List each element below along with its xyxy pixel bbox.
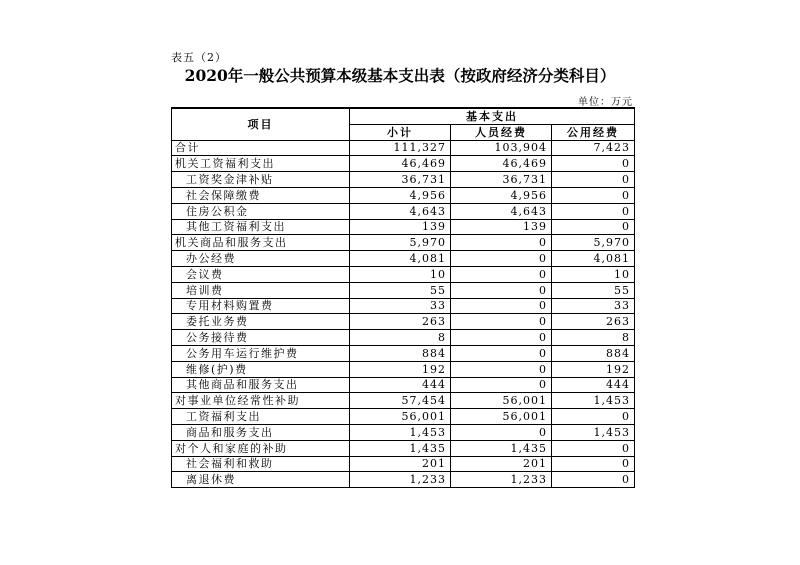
- row-personnel: 0: [451, 266, 552, 282]
- row-subtotal: 55: [350, 282, 451, 298]
- row-public: 0: [552, 156, 635, 172]
- row-subtotal: 4,643: [350, 203, 451, 219]
- row-personnel: 0: [451, 330, 552, 346]
- table-row: [172, 377, 635, 393]
- row-name: 其他商品和服务支出: [172, 377, 350, 393]
- row-subtotal: 36,731: [350, 172, 451, 188]
- table-row: [172, 203, 635, 219]
- row-public: 0: [552, 472, 635, 488]
- row-name: 合计: [172, 140, 350, 156]
- row-name: 社会保障缴费: [172, 187, 350, 203]
- row-personnel: 103,904: [451, 140, 552, 156]
- row-personnel: 0: [451, 361, 552, 377]
- row-personnel: 0: [451, 282, 552, 298]
- row-personnel: 0: [451, 298, 552, 314]
- row-public: 0: [552, 219, 635, 235]
- row-public: 0: [552, 409, 635, 425]
- table-row: [172, 187, 635, 203]
- row-subtotal: 10: [350, 266, 451, 282]
- row-name: 维修(护)费: [172, 361, 350, 377]
- expenditure-table: [171, 107, 635, 488]
- row-subtotal: 1,435: [350, 440, 451, 456]
- table-row: [172, 361, 635, 377]
- row-subtotal: 444: [350, 377, 451, 393]
- row-subtotal: 192: [350, 361, 451, 377]
- row-public: 7,423: [552, 140, 635, 156]
- row-public: 4,081: [552, 251, 635, 267]
- row-personnel: 139: [451, 219, 552, 235]
- header-item: 项目: [172, 108, 350, 140]
- row-public: 0: [552, 187, 635, 203]
- table-row: [172, 172, 635, 188]
- row-name: 工资奖金津补贴: [172, 172, 350, 188]
- row-public: 0: [552, 440, 635, 456]
- table-row: [172, 472, 635, 488]
- row-public: 263: [552, 314, 635, 330]
- row-name: 住房公积金: [172, 203, 350, 219]
- table-row: [172, 266, 635, 282]
- row-public: 444: [552, 377, 635, 393]
- row-personnel: 1,435: [451, 440, 552, 456]
- page-title: 2020年一般公共预算本级基本支出表（按政府经济分类科目）: [184, 66, 616, 85]
- row-name: 商品和服务支出: [172, 424, 350, 440]
- row-public: 884: [552, 345, 635, 361]
- row-public: 8: [552, 330, 635, 346]
- row-name: 机关工资福利支出: [172, 156, 350, 172]
- table-row: [172, 298, 635, 314]
- table-row: [172, 345, 635, 361]
- row-public: 0: [552, 456, 635, 472]
- table-row: [172, 393, 635, 409]
- row-subtotal: 8: [350, 330, 451, 346]
- header-public: 公用经费: [552, 124, 635, 140]
- table-row: [172, 456, 635, 472]
- row-personnel: 0: [451, 424, 552, 440]
- row-subtotal: 33: [350, 298, 451, 314]
- row-subtotal: 1,453: [350, 424, 451, 440]
- row-subtotal: 201: [350, 456, 451, 472]
- row-name: 培训费: [172, 282, 350, 298]
- row-subtotal: 4,081: [350, 251, 451, 267]
- row-subtotal: 263: [350, 314, 451, 330]
- row-name: 公务用车运行维护费: [172, 345, 350, 361]
- row-name: 办公经费: [172, 251, 350, 267]
- row-subtotal: 4,956: [350, 187, 451, 203]
- row-public: 10: [552, 266, 635, 282]
- row-personnel: 0: [451, 251, 552, 267]
- row-personnel: 4,643: [451, 203, 552, 219]
- row-subtotal: 1,233: [350, 472, 451, 488]
- row-personnel: 201: [451, 456, 552, 472]
- unit-note: 单位：万元: [578, 97, 633, 108]
- row-personnel: 46,469: [451, 156, 552, 172]
- table-row: [172, 409, 635, 425]
- row-public: 5,970: [552, 235, 635, 251]
- table-row: [172, 140, 635, 156]
- row-name: 专用材料购置费: [172, 298, 350, 314]
- row-public: 1,453: [552, 424, 635, 440]
- table-row: [172, 156, 635, 172]
- row-personnel: 4,956: [451, 187, 552, 203]
- row-public: 192: [552, 361, 635, 377]
- row-name: 委托业务费: [172, 314, 350, 330]
- row-name: 社会福利和救助: [172, 456, 350, 472]
- row-public: 1,453: [552, 393, 635, 409]
- row-personnel: 0: [451, 314, 552, 330]
- row-name: 公务接待费: [172, 330, 350, 346]
- row-public: 0: [552, 172, 635, 188]
- row-personnel: 56,001: [451, 393, 552, 409]
- header-subtotal: 小计: [350, 124, 451, 140]
- header-basic-expenditure: 基本支出: [350, 108, 635, 124]
- table-row: [172, 282, 635, 298]
- table-row: [172, 314, 635, 330]
- row-public: 33: [552, 298, 635, 314]
- row-name: 机关商品和服务支出: [172, 235, 350, 251]
- table-label: 表五（2）: [171, 51, 227, 64]
- table-row: [172, 330, 635, 346]
- row-subtotal: 56,001: [350, 409, 451, 425]
- row-personnel: 56,001: [451, 409, 552, 425]
- row-public: 55: [552, 282, 635, 298]
- row-name: 离退休费: [172, 472, 350, 488]
- row-subtotal: 46,469: [350, 156, 451, 172]
- row-subtotal: 5,970: [350, 235, 451, 251]
- table-body: [172, 140, 635, 488]
- row-subtotal: 111,327: [350, 140, 451, 156]
- table-row: [172, 235, 635, 251]
- row-name: 工资福利支出: [172, 409, 350, 425]
- row-subtotal: 139: [350, 219, 451, 235]
- header-personnel: 人员经费: [451, 124, 552, 140]
- row-name: 会议费: [172, 266, 350, 282]
- row-personnel: 1,233: [451, 472, 552, 488]
- row-name: 对事业单位经常性补助: [172, 393, 350, 409]
- row-name: 对个人和家庭的补助: [172, 440, 350, 456]
- row-name: 其他工资福利支出: [172, 219, 350, 235]
- row-subtotal: 884: [350, 345, 451, 361]
- row-personnel: 0: [451, 235, 552, 251]
- table-row: [172, 440, 635, 456]
- table-row: [172, 424, 635, 440]
- table-row: [172, 251, 635, 267]
- row-personnel: 0: [451, 345, 552, 361]
- row-personnel: 0: [451, 377, 552, 393]
- row-personnel: 36,731: [451, 172, 552, 188]
- row-public: 0: [552, 203, 635, 219]
- table-row: [172, 219, 635, 235]
- row-subtotal: 57,454: [350, 393, 451, 409]
